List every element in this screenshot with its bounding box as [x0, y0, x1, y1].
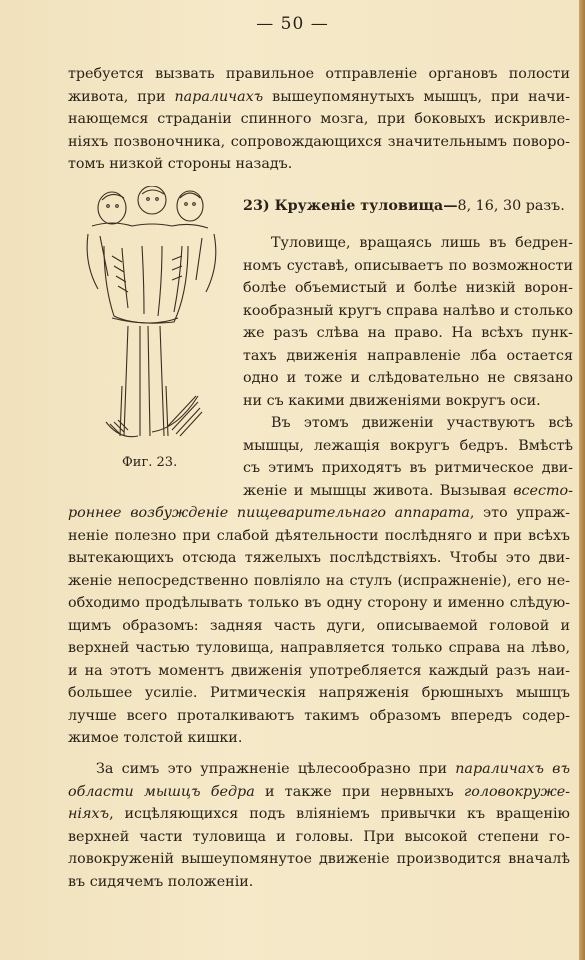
text-line: жимое толстой кишки.	[68, 730, 243, 746]
text-line: За симъ это упражненіе цѣлесообразно при параличахъ въ	[96, 761, 570, 777]
figure-illustration	[82, 186, 222, 456]
intro-paragraph	[68, 63, 570, 176]
text-line: съ этимъ приходятъ въ ритмическое дви-	[243, 460, 573, 476]
text-line: верхней частью туловища, направляется только справа на лѣво,	[68, 640, 570, 656]
text-line: лучше всего проталкиваютъ такимъ образомъ впередъ содер-	[68, 707, 570, 724]
text-line: нающемся страданіи спинного мозга, при боковыхъ искривле-	[68, 111, 570, 127]
text-line: болѣе объемистый и болѣе низкій ворон-	[243, 280, 573, 296]
text-line: томъ низкой стороны назадъ.	[68, 156, 293, 172]
column-paragraph	[243, 232, 573, 502]
text-line: и на этотъ моментъ движенія употребляется каждый разъ наи-	[68, 662, 570, 679]
text-line: ніяхъ позвоночника, сопровождающихся значительнымъ поворо-	[68, 133, 570, 150]
page-number: — 50 —	[256, 14, 329, 34]
text-line: тахъ движенія направленіе лба остается	[243, 347, 573, 364]
text-line: же разъ слѣва на право. На всѣхъ пунк-	[243, 325, 573, 341]
text-line: Туловище, вращаясь лишь въ бедрен-	[271, 235, 573, 251]
text-line: мышцы, лежащія вокругъ бедръ. Вмѣстѣ	[243, 437, 573, 454]
text-line: большее усиліе. Ритмическія напряженія брюшныхъ мышцъ	[68, 685, 570, 701]
exercise-reps: 8, 16, 30 разъ.	[457, 198, 565, 214]
text-line: въ сидячемъ положеніи.	[68, 873, 254, 890]
text-line: верхней части туловища и головы. При высокой степени го-	[68, 828, 570, 845]
text-line: ніяхъ, исцѣляющихся подъ вліяніемъ привычки къ вращенію	[68, 806, 570, 822]
text-line: ловокруженій вышеупомянутое движеніе производится вначалѣ	[68, 851, 570, 867]
exercise-title: 23) Круженіе туловища—	[243, 198, 458, 214]
text-line: щимъ образомъ: задняя часть дуги, описываемой головой и	[68, 617, 570, 634]
text-line: вытекающихъ отсюда тяжелыхъ послѣдствіяхъ. Чтобы это дви-	[68, 550, 570, 566]
page-edge	[579, 0, 585, 960]
text-line: роннее возбужденіе пищеварительнаго аппарата, это упраж-	[68, 505, 570, 521]
figure-caption: Фиг. 23.	[122, 455, 178, 470]
main-paragraph	[68, 502, 570, 750]
exercise-heading	[243, 198, 573, 214]
text-line: номъ суставѣ, описываетъ по возможности	[243, 257, 573, 274]
text-line: одно и тоже и слѣдовательно не связано	[243, 370, 573, 386]
text-line: живота, при параличахъ вышеупомянутыхъ мышцъ, при начи-	[68, 88, 570, 105]
final-paragraph	[68, 758, 570, 893]
text-line: неніе полезно при слабой дѣятельности послѣдняго и при всѣхъ	[68, 527, 570, 544]
text-line: области мышцъ бедра и также при нервныхъ головокруже-	[68, 783, 571, 800]
text-line: женіе непосредственно повліяло на стулъ (испражненіе), его не-	[68, 572, 570, 589]
text-line: обходимо продѣлывать только въ одну сторону и именно слѣдую-	[68, 595, 570, 611]
text-line: ни съ какими движеніями вокругъ оси.	[243, 392, 541, 409]
text-line: женіе и мышцы живота. Вызывая всесто-	[243, 482, 573, 499]
text-line: кообразный кругъ справа налѣво и столько	[243, 302, 573, 319]
text-line: Въ этомъ движеніи участвуютъ всѣ	[271, 415, 573, 431]
text-line: требуется вызвать правильное отправленіе органовъ полости	[68, 66, 570, 82]
